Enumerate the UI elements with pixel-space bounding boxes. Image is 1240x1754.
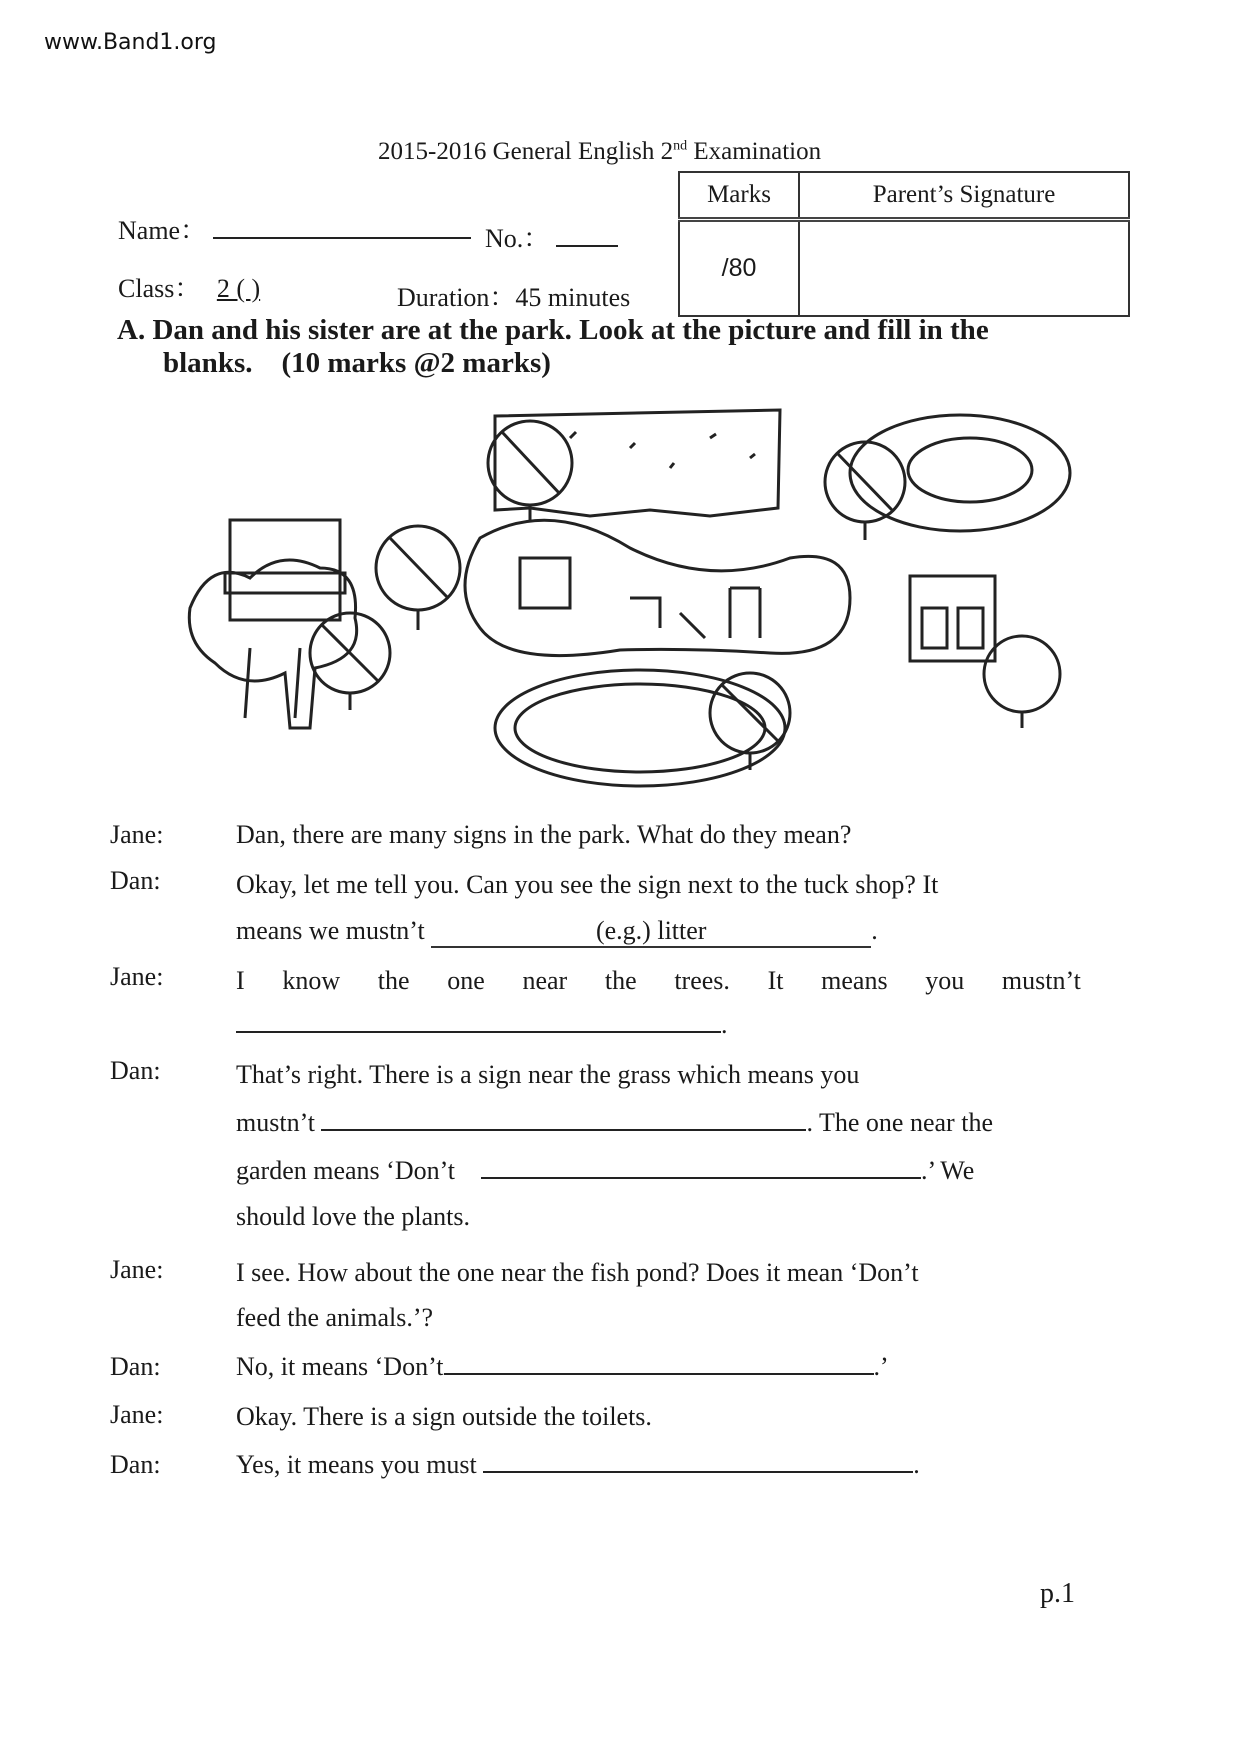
line-text: garden means ‘Don’t: [236, 1156, 456, 1185]
line-text: means we mustn’t: [236, 916, 425, 945]
speaker: Jane:: [110, 962, 164, 991]
fish-pond: [495, 670, 785, 786]
marks-note: (10 marks @2 marks): [281, 347, 551, 379]
dialogue-line: feed the animals.’?: [236, 1303, 434, 1332]
number-field[interactable]: [485, 218, 618, 255]
speaker: Jane:: [110, 1255, 164, 1284]
class-field: [118, 268, 270, 305]
dialogue-line: Okay. There is a sign outside the toilets.: [236, 1402, 652, 1431]
word: one: [447, 966, 485, 995]
garden: [850, 415, 1070, 531]
title-text: 2015-2016 General English 2: [378, 138, 674, 165]
word: trees.: [674, 966, 730, 995]
tuck-shop: [225, 520, 345, 620]
speaker: Dan:: [110, 1450, 161, 1479]
marks-table: [678, 171, 1130, 317]
word: the: [377, 966, 410, 995]
dialogue-line: Okay, let me tell you. Can you see the sign next to the tuck shop? It: [236, 870, 939, 899]
marks-header: Marks: [679, 172, 799, 220]
word: means: [821, 966, 888, 995]
no-walking-on-grass-sign-icon: [488, 421, 572, 520]
dialogue-line: Yes, it means you must .: [236, 1450, 920, 1479]
speaker: Dan:: [110, 1352, 161, 1381]
answer-blank-3[interactable]: [481, 1176, 921, 1179]
word: you: [925, 966, 965, 995]
class-value: 2 ( ): [216, 274, 261, 303]
word: I: [236, 966, 245, 995]
class-label: Class：: [118, 274, 201, 303]
speaker: Jane:: [110, 820, 164, 849]
section-a-instruction: A. Dan and his sister are at the park. Look at the picture and fill in the: [117, 314, 989, 346]
page-number: p.1: [1040, 1578, 1075, 1609]
line-text: .’ We: [921, 1156, 975, 1185]
example-answer: (e.g.) litter: [431, 916, 871, 948]
line-text: mustn’t: [236, 1108, 315, 1137]
title-sup: nd: [673, 138, 688, 154]
line-text: Yes, it means you must: [236, 1450, 477, 1479]
name-field[interactable]: [118, 210, 471, 247]
section-a-instruction-2: [163, 347, 551, 380]
word: near: [522, 966, 568, 995]
trees: [189, 560, 356, 728]
answer-blank-4[interactable]: [444, 1372, 874, 1375]
line-text: No, it means ‘Don’t: [236, 1352, 444, 1381]
park-picture: [150, 398, 1085, 803]
speaker: Dan:: [110, 866, 161, 895]
toilets: [910, 576, 995, 661]
no-fishing-sign-icon: [710, 673, 790, 770]
signature-header: Parent’s Signature: [799, 172, 1129, 220]
dialogue-line: I see. How about the one near the fish pond? Does it mean ‘Don’t: [236, 1258, 919, 1287]
signature-cell[interactable]: [799, 220, 1129, 317]
dialogue-line: Dan, there are many signs in the park. What do they mean?: [236, 820, 852, 849]
word: the: [604, 966, 637, 995]
speaker: Dan:: [110, 1056, 161, 1085]
dialogue-line: means we mustn’t (e.g.) litter .: [236, 916, 878, 948]
no-littering-sign-icon: [376, 526, 460, 630]
exam-title: [378, 138, 821, 166]
answer-blank-5[interactable]: [483, 1470, 913, 1473]
no-climbing-trees-sign-icon: [310, 613, 390, 710]
dialogue-line: [236, 1108, 993, 1138]
answer-blank-1[interactable]: .: [236, 1010, 728, 1040]
word: mustn’t: [1001, 966, 1081, 995]
dialogue-line: [236, 966, 1081, 996]
dialogue-line: [236, 1156, 974, 1186]
line-text: . The one near the: [806, 1108, 993, 1137]
title-text-end: Examination: [687, 138, 822, 165]
dialogue-line: No, it means ‘Don’t .’: [236, 1352, 889, 1381]
instruction-text: blanks.: [163, 347, 253, 379]
dialogue-line: should love the plants.: [236, 1202, 470, 1231]
grass-area: [495, 410, 780, 516]
answer-blank-2[interactable]: [321, 1128, 806, 1131]
word: It: [767, 966, 784, 995]
duration: Duration：45 minutes: [397, 283, 631, 312]
speaker: Jane:: [110, 1400, 164, 1429]
word: know: [282, 966, 341, 995]
number-label: No.：: [485, 224, 550, 253]
watermark[interactable]: www.Band1.org: [44, 30, 217, 55]
playground: [465, 520, 850, 655]
no-picking-flowers-sign-icon: [825, 442, 905, 540]
name-label: Name：: [118, 216, 207, 245]
dialogue-line: That’s right. There is a sign near the grass which means you: [236, 1060, 860, 1089]
score-total: /80: [679, 220, 799, 317]
